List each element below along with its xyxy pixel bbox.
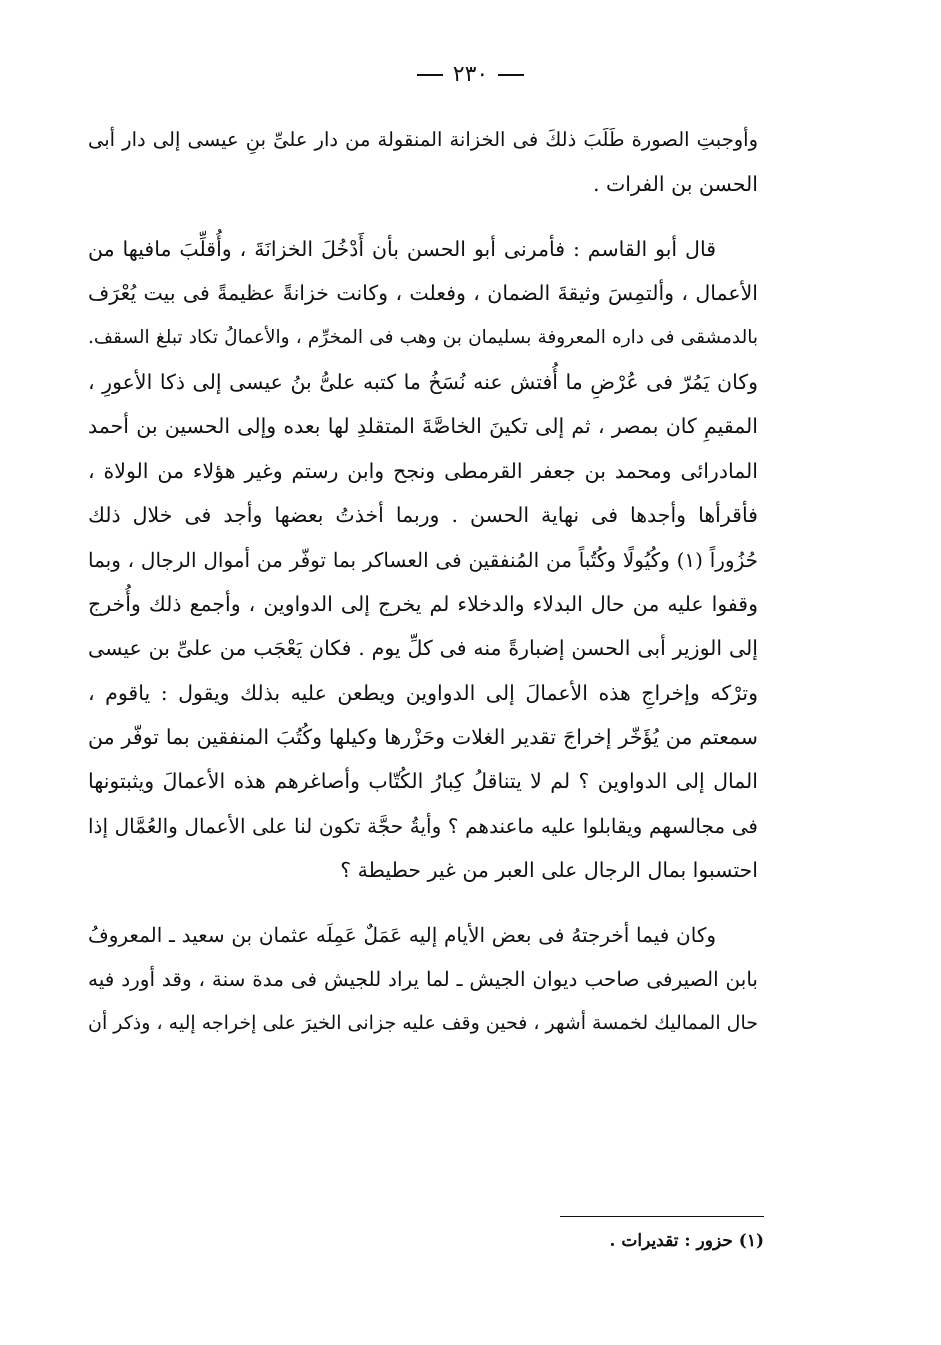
text-line: وكان فيما أخرجتهُ فى بعض الأيام إليه عَمَلٌ عَمِلَه عثمان بن سعيد ـ المعروفُ: [88, 922, 717, 947]
page-number-dash-right: [498, 74, 524, 76]
text-line: المقيمِ كان بمصر ، ثم إلى تكينَ الخاصَّةَ المتقلدِ لها بعده وإلى الحسين بن أحمد: [88, 414, 758, 439]
text-line: قال أبو القاسم : فأمرنى أبو الحسن بأن أَدْخُلَ الخزانَةَ ، وأُقلِّبَ مافيها من: [88, 236, 716, 261]
text-line: المال إلى الدواوين ؟ لم لا يتناقلُ كِبارُ الكُتّاب وأصاغرهم هذه الأعمالَ ويثبتونها: [88, 769, 758, 794]
footnote: (١) حزور : تقديرات .: [609, 1231, 764, 1251]
text-line: الأعمال ، وألتمِسَ وثيقةَ الضمان ، وفعلت ، وكانت خزانةً عظيمةً فى بيت يُعْرَف: [88, 281, 758, 306]
text-line: حُزُوراً (١) وكُيُولًا وكُتُباً من المُنفقين فى العساكر بما توفّر من أموال الرجال ، وبما: [88, 547, 758, 572]
text-line: سمعتم من يُؤَخّر إخراجَ تقدير الغلات وحَزْرها وكيلها وكُتُبَ المنفقين بما توفّر من: [88, 725, 758, 750]
paragraph-gap: [88, 207, 758, 227]
text-line: فأقرأها وأجدها فى نهاية الحسن . وربما أخذتُ بعضها وأجد فى خلال ذلك: [88, 503, 758, 528]
text-line: وترْكه وإخراجِ هذه الأعمالَ إلى الدواوين ويطعن عليه بذلك ويقول : ياقوم ،: [88, 680, 758, 705]
page-number: [0, 62, 941, 87]
main-text: [88, 118, 758, 1046]
page-number-text: ٢٣٠: [452, 62, 489, 87]
text-line: وكان يَمُرّ فى عُرْضِ ما أُفتش عنه نُسَخُ ما كتبه علىُّ بنُ عيسى إلى ذكا الأعورِ ،: [88, 369, 758, 394]
text-line: بالدمشقى فى داره المعروفة بسليمان بن وهب فى المخرِّم ، والأعمالُ تكاد تبلغ السقف.: [88, 326, 758, 348]
text-line: فى مجالسهم ويقابلوا عليه ماعندهم ؟ وأيةُ حجَّة تكون لنا على الأعمال والعُمَّال إذا: [88, 813, 758, 838]
paragraph-gap: [88, 893, 758, 913]
text-line: وقفوا عليه من حال البدلاء والدخلاء لم يخرج إلى الدواوين ، وأجمع ذلك وأُخرج: [88, 591, 758, 616]
text-line: بابن الصيرفى صاحب ديوان الجيش ـ لما يراد للجيش فى مدة سنة ، وقد أورد فيه: [88, 967, 758, 992]
text-line: وأوجبتِ الصورة طَلَبَ ذلكَ فى الخزانة المنقولة من دار علىِّ بنِ عيسى إلى دار أبى: [88, 128, 758, 151]
text-line: المادرائى ومحمد بن جعفر القرمطى ونجح وابن رستم وغير هؤلاء من الولاة ،: [88, 458, 758, 483]
text-line: حال المماليك لخمسة أشهر ، فحين وقف عليه جزانى الخيرَ على إخراجه إليه ، وذكر أن: [88, 1012, 758, 1035]
text-line: إلى الوزير أبى الحسن إضبارةً منه فى كلِّ يوم . فكان يَعْجَب من علىِّ بن عيسى: [88, 636, 758, 661]
text-line: الحسن بن الفرات .: [592, 172, 758, 197]
page-number-dash-left: [417, 74, 443, 76]
footnote-separator: [560, 1216, 764, 1217]
text-line: احتسبوا بمال الرجال على العبر من غير حطيطة ؟: [340, 858, 758, 883]
